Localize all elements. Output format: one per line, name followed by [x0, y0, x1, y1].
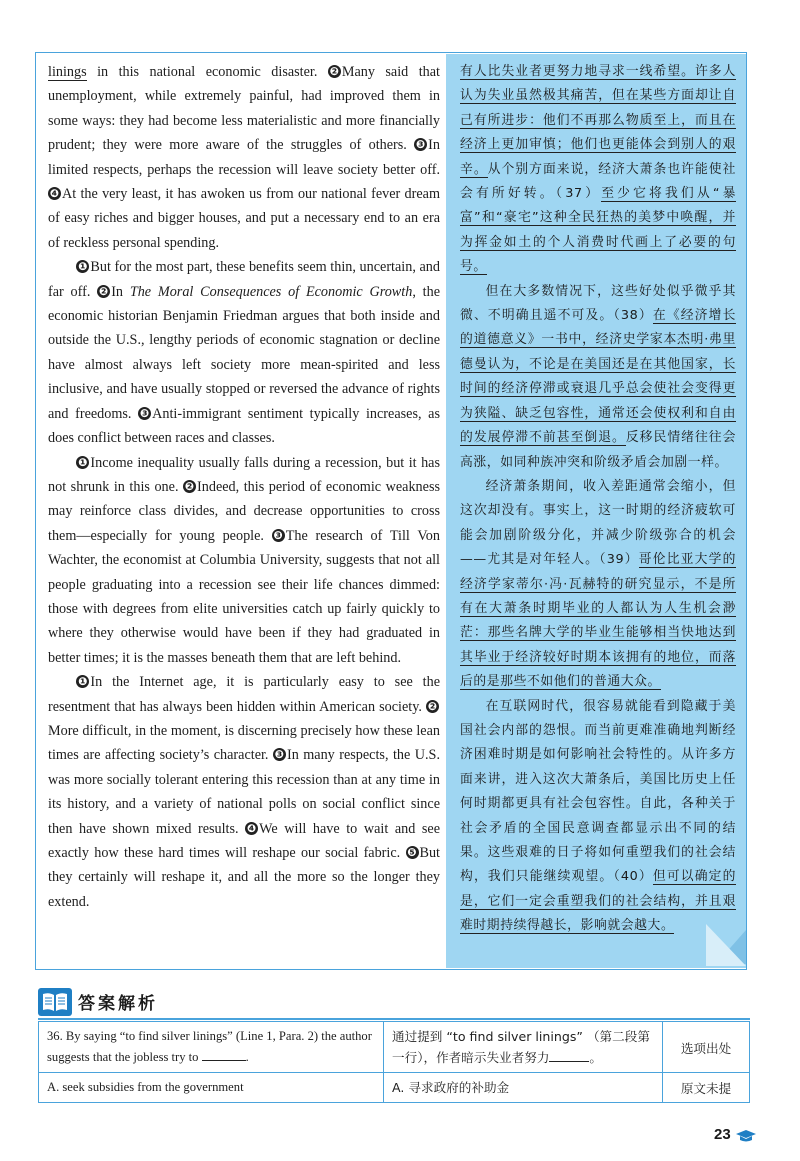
- sentence-number: ❺: [407, 846, 417, 859]
- text-run: In limited respects, perhaps the recession will leave society better off.: [48, 137, 440, 178]
- sentence-number: ❹: [246, 821, 257, 835]
- question-text-cn-end: 。: [589, 1050, 603, 1065]
- page-number: 23: [714, 1126, 731, 1143]
- english-column: [48, 60, 440, 914]
- section-title: 答案解析: [78, 994, 158, 1014]
- sentence-number: ❶: [78, 675, 88, 689]
- text-run: Income inequality usually falls during a recession, but it has not shrunk in this one.: [48, 454, 440, 495]
- english-paragraph: [48, 255, 440, 450]
- sentence-number: ❷: [427, 699, 438, 713]
- sentence-number: ❷: [184, 479, 195, 493]
- table-row: [39, 1073, 750, 1103]
- question-english: [39, 1022, 384, 1073]
- english-paragraph: [48, 451, 440, 671]
- italic-title: The Moral Consequences of Economic Growth: [129, 283, 413, 300]
- question-text-end: .: [245, 1050, 249, 1064]
- chinese-paragraph: [460, 60, 736, 280]
- text-run: Indeed, this period of economic weakness may reinforce class divides, and decrease opportunities to cross them—especially for young people.: [48, 478, 440, 544]
- text-run: In many respects, the U.S. was more socially tolerant entering this recession than at any time in its history, and a variety of national polls on social conflict since then have shown mixed results.: [48, 747, 440, 837]
- graduation-cap-icon: [735, 1129, 757, 1143]
- question-chinese: [384, 1022, 663, 1073]
- underlined-text: 但可以确定的是，它们一定会重塑我们的社会结构，并且艰难时期持续得越长，影响就会越大。: [460, 869, 736, 934]
- question-text-cn: 通过提到 “to find silver linings” （第二段第一行），作者暗示失业者努力: [392, 1029, 650, 1065]
- text-run: The research of Till Von Wachter, the economist at Columbia University, suggests that not all people graduating into a recession see their life chances dimmed: those with degrees from elite universities catch up fairly quickly to where they otherwise would have been if they had graduated in better times; it is the masses beneath them that are left behind.: [48, 527, 440, 666]
- section-divider: [38, 1018, 750, 1020]
- table-row: [39, 1022, 750, 1073]
- underlined-text: linings: [48, 64, 87, 80]
- chinese-paragraph: [460, 695, 736, 939]
- page-curl: [706, 924, 746, 966]
- answer-blank: [549, 1049, 589, 1062]
- book-icon: [38, 988, 72, 1016]
- text-run: In: [111, 283, 130, 300]
- sentence-number: ❸: [139, 406, 150, 420]
- option-chinese: A. 寻求政府的补助金: [384, 1073, 663, 1103]
- chinese-paragraph: [460, 475, 736, 695]
- sentence-number: ❸: [273, 528, 283, 542]
- sentence-number: ❸: [416, 138, 426, 152]
- answer-blank: [202, 1048, 246, 1061]
- text-run: More difficult, in the moment, is discerning precisely how these lean times are affecting society’s character.: [48, 722, 440, 764]
- sentence-number: ❹: [49, 187, 60, 201]
- chinese-translation-panel: [446, 54, 746, 968]
- text-run: 从个别方面来说，经济大萧条也许能使社会有所好转。（37）: [460, 161, 736, 202]
- underlined-text: 哥伦比亚大学的经济学家蒂尔·冯·瓦赫特的研究显示，不是所有在大萧条时期毕业的人都认为人生机会渺茫：那些名牌大学的毕业生能够相当快地达到其毕业于经济较好时期本该拥有的地位，而落后的是那些不如他们的普通大众。: [460, 552, 736, 690]
- text-run: At the very least, it has awoken us from our national fever dream of easy riches and bigger houses, and put a necessary end to an era of reckless personal spending.: [48, 186, 440, 251]
- column-header-source: 选项出处: [663, 1022, 750, 1073]
- underlined-text: 有人比失业者更努力地寻求一线希望。许多人认为失业虽然极其痛苦，但在某些方面却让自己有所进步：他们不再那么物质至上，而且在经济上更加审慎；他们也更能体会到别人的艰辛。: [460, 64, 736, 177]
- question-text: 36. By saying “to find silver linings” (Line 1, Para. 2) the author suggests that the jobless try to: [47, 1029, 372, 1064]
- text-run: Anti-immigrant sentiment typically increases, as does conflict between races and classes.: [48, 405, 440, 447]
- text-run: But for the most part, these benefits seem thin, uncertain, and far off.: [48, 259, 440, 300]
- text-run: 反移民情绪往往会高涨，如同种族冲突和阶级矛盾会加剧一样。: [460, 430, 736, 470]
- text-run: , the economic historian Benjamin Friedman argues that both inside and outside the U.S., lengthy periods of economic stagnation or decline have almost always left society more mean-spirited and less inclusive, and have usually stopped or reversed the advance of rights and freedoms.: [48, 283, 440, 422]
- underlined-text: 至少它将我们从“暴富”和“豪宅”这种全民狂热的美梦中唤醒，并为挥金如土的个人消费时代画上了必要的句号。: [460, 186, 736, 275]
- text-run: 经济萧条期间，收入差距通常会缩小，但这次却没有。事实上，这一时期的经济疲软可能会加剧阶级分化，并减少阶级弥合的机会——尤其是对年轻人。（39）: [460, 478, 736, 568]
- text-run: Many said that unemployment, while extremely painful, had improved them in some ways: they had become less materialistic and more financially prudent; they were more aware of the struggles of others.: [48, 64, 440, 154]
- text-run: in this national economic disaster.: [86, 64, 328, 80]
- underlined-text: 在《经济增长的道德意义》一书中，经济史学家本杰明·弗里德曼认为，不论是在美国还是在其他国家，长时间的经济停滞或衰退几乎总会使社会变得更为狭隘、缺乏包容性，通常还会使权利和自由的发展停滞不前甚至倒退。: [460, 308, 736, 446]
- sentence-number: ❷: [99, 284, 109, 298]
- text-run: We will have to wait and see exactly how these hard times will reshape our social fabric.: [48, 820, 440, 861]
- sentence-number: ❸: [274, 748, 285, 762]
- sentence-number: ❶: [78, 260, 88, 274]
- text-run: 但在大多数情况下，这些好处似乎微乎其微、不明确且遥不可及。（38）: [460, 283, 736, 324]
- text-run: 在互联网时代，很容易就能看到隐藏于美国社会内部的怨恨。而当前更难准确地判断经济困难时期是如何影响社会特性的。从许多方面来讲，进入这次大萧条后，美国比历史上任何时期都更具有社会包容性。自此，各种关于社会矛盾的全国民意调查都显示出不同的结果。这些艰难的日子将如何重塑我们的社会结构，我们只能继续观望。（40）: [460, 698, 736, 885]
- english-paragraph: [48, 670, 440, 914]
- option-source: 原文未提: [663, 1073, 750, 1103]
- english-paragraph: [48, 60, 440, 255]
- text-run: In the Internet age, it is particularly easy to see the resentment that has always been hidden within American society.: [48, 674, 440, 715]
- text-run: But they certainly will reshape it, and all the more so the longer they extend.: [48, 845, 440, 910]
- sentence-number: ❷: [329, 65, 340, 78]
- chinese-paragraph: [460, 280, 736, 475]
- answer-table: [38, 1021, 750, 1103]
- option-english: A. seek subsidies from the government: [39, 1073, 384, 1103]
- sentence-number: ❶: [78, 455, 88, 469]
